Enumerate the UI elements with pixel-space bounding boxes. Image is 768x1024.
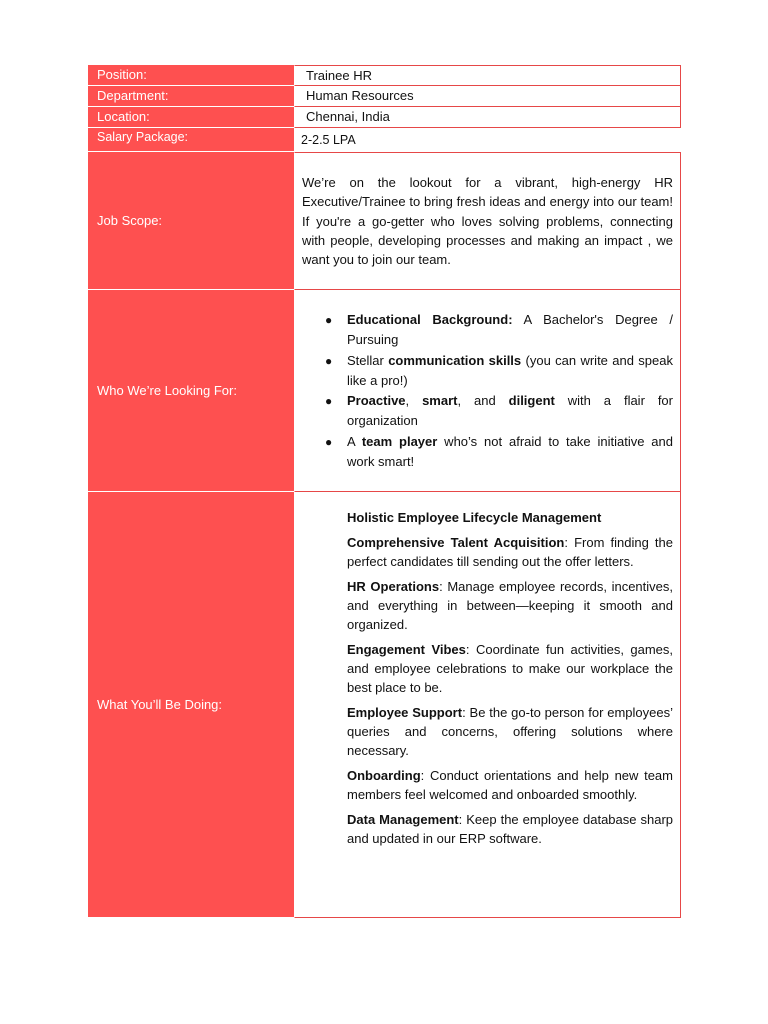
list-item-bold: Proactive <box>347 393 406 409</box>
location-row <box>88 107 681 128</box>
duties-heading-text: Holistic Employee Lifecycle Management <box>347 510 602 525</box>
location-value: Chennai, India <box>294 107 681 128</box>
duties-heading <box>347 508 673 527</box>
duty-text: : Manage employee records, incentives, and everything in between—keeping it smooth and organized. <box>347 579 673 632</box>
duty-text: : Conduct orientations and help new team members feel welcomed and onboarded smoothly. <box>347 768 673 802</box>
duty-title: Data Management <box>347 812 459 827</box>
list-item-text: , and <box>457 393 509 409</box>
job-scope-label: Job Scope: <box>88 152 294 290</box>
duty-title: Employee Support <box>347 705 463 720</box>
looking-for-cell <box>294 290 681 492</box>
job-scope-row <box>88 152 681 290</box>
doing-cell <box>294 492 681 918</box>
list-item <box>325 310 673 351</box>
list-item-bold: Educational Background: <box>347 312 513 327</box>
bullet-icon: ● <box>325 394 333 409</box>
duty-title: HR Operations <box>347 579 440 594</box>
list-item <box>325 351 673 392</box>
list-item-text: with a flair for organization <box>347 393 673 429</box>
bullet-icon: ● <box>325 353 333 368</box>
department-label: Department: <box>88 86 294 107</box>
list-item <box>347 533 673 571</box>
list-item <box>325 432 673 473</box>
list-item <box>347 766 673 804</box>
salary-label: Salary Package: <box>88 128 294 152</box>
doing-label: What You’ll Be Doing: <box>88 492 294 918</box>
duty-text: : Be the go-to person for employees’ queries and concerns, offering solutions where necessary. <box>347 705 673 758</box>
bullet-icon: ● <box>325 434 333 449</box>
duty-title: Onboarding <box>347 768 421 783</box>
looking-for-label: Who We’re Looking For: <box>88 290 294 492</box>
duty-title: Engagement Vibes <box>347 642 466 657</box>
duty-title: Comprehensive Talent Acquisition <box>347 535 565 550</box>
department-row <box>88 86 681 107</box>
list-item-bold: smart <box>422 393 458 409</box>
list-item-text: A <box>347 433 362 449</box>
job-scope-text: We’re on the lookout for a vibrant, high-energy HR Executive/Trainee to bring fresh ideas and energy into our team! If you're a go-getter who loves solving problems, connecting with people, developing processes and making an impact , we want you to join our team. <box>302 175 673 268</box>
list-item <box>347 640 673 697</box>
list-item <box>347 810 673 848</box>
bullet-icon: ● <box>325 313 333 327</box>
location-label: Location: <box>88 107 294 128</box>
job-description-table <box>88 65 681 918</box>
looking-for-list <box>295 290 680 472</box>
department-value: Human Resources <box>294 86 681 107</box>
duty-text: : Keep the employee database sharp and updated in our ERP software. <box>347 812 674 846</box>
salary-value: 2-2.5 LPA <box>294 128 681 152</box>
list-item-text: who’s not afraid to take initiative and work smart! <box>347 433 673 470</box>
duty-text: : From finding the perfect candidates till sending out the offer letters. <box>347 535 673 569</box>
job-scope-cell <box>294 152 681 290</box>
list-item-text: , <box>405 393 423 409</box>
duty-text: : Coordinate fun activities, games, and employee celebrations to make our workplace the best place to be. <box>347 642 674 695</box>
list-item <box>347 703 673 760</box>
list-item-bold: team player <box>361 433 438 449</box>
doing-row <box>88 492 681 918</box>
salary-row <box>88 128 681 152</box>
list-item-text: A Bachelor's Degree / Pursuing <box>347 312 673 348</box>
list-item-bold: communication skills <box>388 352 522 368</box>
list-item <box>347 577 673 634</box>
position-label: Position: <box>88 65 294 86</box>
list-item-bold: diligent <box>508 393 555 409</box>
list-item <box>325 391 673 432</box>
position-row <box>88 65 681 86</box>
list-item-text: Stellar <box>347 352 389 368</box>
position-value: Trainee HR <box>294 65 681 86</box>
list-item-text: (you can write and speak like a pro!) <box>347 352 673 388</box>
duties-list <box>295 492 680 848</box>
looking-for-row <box>88 290 681 492</box>
